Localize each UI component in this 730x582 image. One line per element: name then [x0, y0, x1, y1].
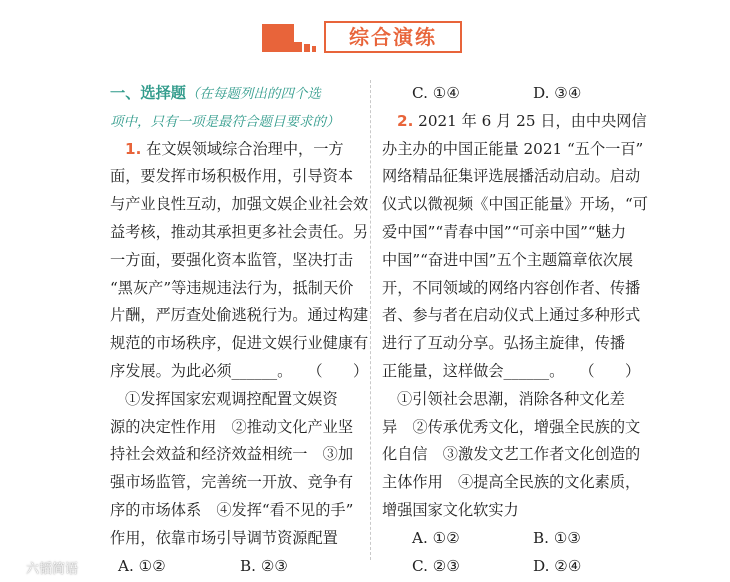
answer-options [382, 525, 654, 553]
question-line: 爱中国”“青春中国”“可亲中国”“魅力 [382, 222, 627, 241]
header-decoration-block [294, 42, 302, 52]
question-text [382, 108, 654, 136]
question-line: 一方面，要强化资本监管，坚决打击 [110, 250, 353, 269]
question-line: “黑灰产”等违规违法行为，抵制天价 [110, 278, 354, 297]
question-line: 办主办的中国正能量 2021 “五个一百” [382, 139, 644, 158]
header-title: 综合演练 [324, 21, 462, 53]
watermark-logo-icon [6, 559, 22, 575]
watermark-text: 六韬简语 [26, 561, 79, 577]
option-c: C. ①④ [412, 84, 460, 102]
question-line: 仪式以微视频《中国正能量》开场，“可 [382, 195, 648, 214]
option-c: C. ②③ [412, 556, 460, 575]
section-heading [110, 80, 362, 108]
answer-options [382, 80, 654, 108]
option-d: D. ③④ [533, 84, 582, 102]
header-decoration-block [262, 24, 294, 52]
statement-line: 持社会效益和经济效益相统一 ③加 [110, 445, 353, 464]
section-instruction: （在每题列出的四个选 [185, 86, 321, 102]
answer-options [382, 553, 654, 581]
column-divider [370, 80, 371, 560]
right-column [382, 80, 654, 580]
question-line: 进行了互动分享。弘扬主旋律，传播 [382, 334, 625, 353]
option-a: A. ①② [412, 528, 460, 547]
question-line: 与产业良性互动，加强文娱企业社会效 [110, 195, 369, 214]
statement-line: 作用，依靠市场引导调节资源配置 [110, 528, 338, 547]
question-line: 益考核，推动其承担更多社会责任。另 [110, 222, 369, 241]
option-b: B. ①③ [533, 528, 582, 547]
question-line: 者、参与者在启动仪式上通过多种形式 [382, 306, 641, 325]
left-column [110, 80, 369, 580]
section-heading-cont [110, 108, 362, 136]
question-line: 开，不同领域的网络内容创作者、传播 [382, 278, 641, 297]
statement-line: 异 ②传承优秀文化，增强全民族的文 [382, 417, 641, 436]
question-number: 2. [397, 111, 414, 130]
header-decoration-block [312, 46, 316, 52]
question-line: 规范的市场秩序，促进文娱行业健康有 [110, 334, 369, 353]
question-line-answer-blank: 正能量，这样做会______。 （ ） [382, 361, 641, 380]
question-text [110, 136, 362, 164]
question-line: 片酬，严厉查处偷逃税行为。通过构建 [110, 306, 369, 325]
statement-line: 强市场监管，完善统一开放、竞争有 [110, 473, 353, 492]
section-instruction: 项中，只有一项是最符合题目要求的） [110, 113, 340, 130]
question-line: 2021 年 6 月 25 日，由中央网信 [418, 111, 647, 130]
question-line: 面，要发挥市场积极作用，引导资本 [110, 167, 353, 186]
statement-line: 源的决定性作用 ②推动文化产业坚 [110, 417, 353, 436]
statement-line: 主体作用 ④提高全民族的文化素质， [382, 473, 641, 492]
question-number: 1. [125, 139, 142, 158]
statement-line: 化自信 ③激发文艺工作者文化创造的 [382, 445, 641, 464]
question-line: 网络精品征集评选展播活动启动。启动 [382, 167, 641, 186]
section-title: 一、选择题 [110, 84, 186, 102]
question-line-answer-blank: 序发展。为此必须______。 （ ） [110, 361, 369, 380]
option-b: B. ②③ [240, 556, 289, 575]
statement-line: 增强国家文化软实力 [382, 500, 519, 519]
statement-line: ①发挥国家宏观调控配置文娱资 [125, 389, 338, 408]
watermark [6, 556, 78, 578]
answer-options [110, 553, 362, 581]
statement-line: ①引领社会思潮，消除各种文化差 [397, 389, 625, 408]
option-d: D. ②④ [533, 556, 582, 575]
option-a: A. ①② [118, 556, 166, 575]
statement-line: 序的市场体系 ④发挥“看不见的手” [110, 500, 354, 519]
question-line: 中国”“奋进中国”五个主题篇章依次展 [382, 250, 634, 269]
header-decoration-block [304, 44, 310, 52]
question-line: 在文娱领域综合治理中，一方 [146, 139, 344, 158]
